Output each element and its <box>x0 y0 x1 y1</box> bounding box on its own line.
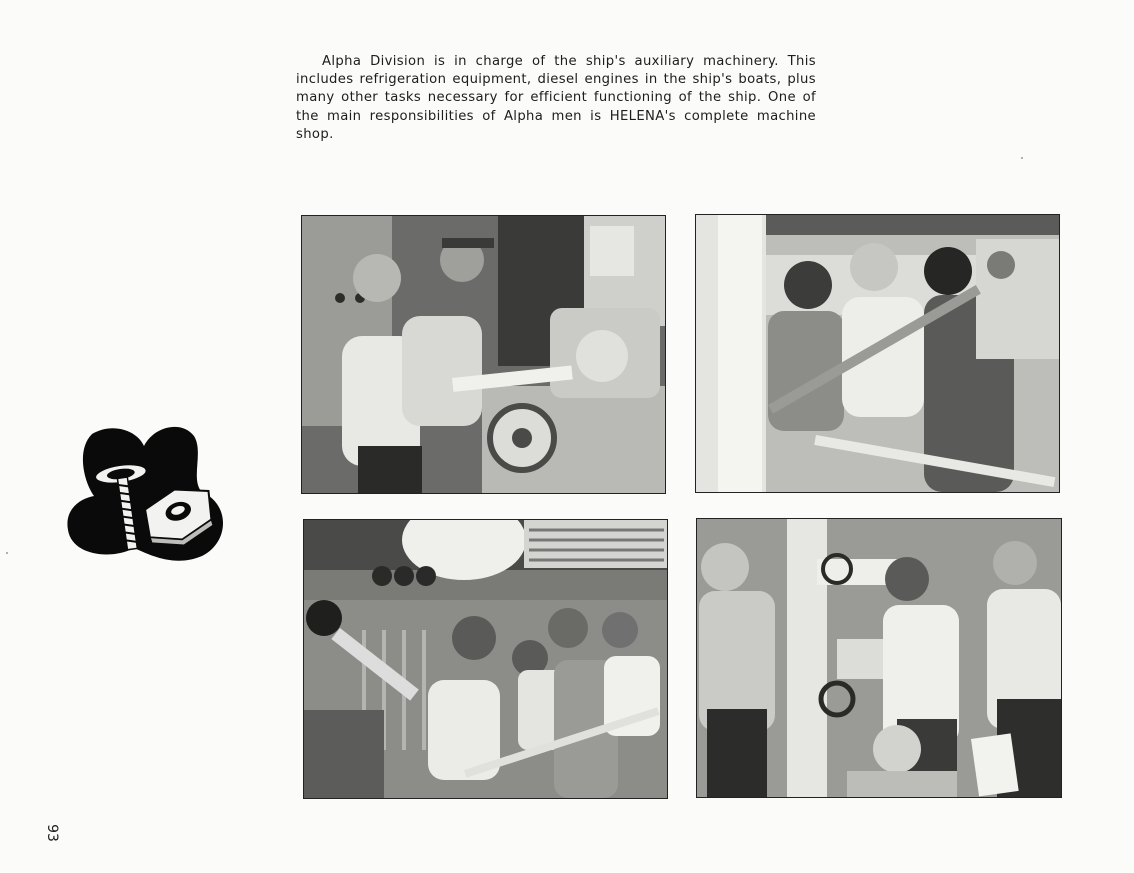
screw-and-nut-icon <box>62 422 230 562</box>
page-number: 93 <box>44 824 60 842</box>
print-speck <box>1021 157 1023 159</box>
print-speck <box>6 552 8 554</box>
photo-valve-room <box>696 518 1062 798</box>
photo-machine-shop <box>301 215 666 494</box>
intro-text: Alpha Division is in charge of the ship's auxiliary machinery. This includes refrigeration equipment, diesel engines in the ship's boats, plus many other tasks necessary for efficient functioning of the ship. One of the main responsibilities of Alpha men is HELENA's complete machine shop. <box>296 54 816 142</box>
photo-engine-panel <box>303 519 668 799</box>
intro-paragraph <box>296 53 816 144</box>
photo-pipe-work <box>695 214 1060 493</box>
